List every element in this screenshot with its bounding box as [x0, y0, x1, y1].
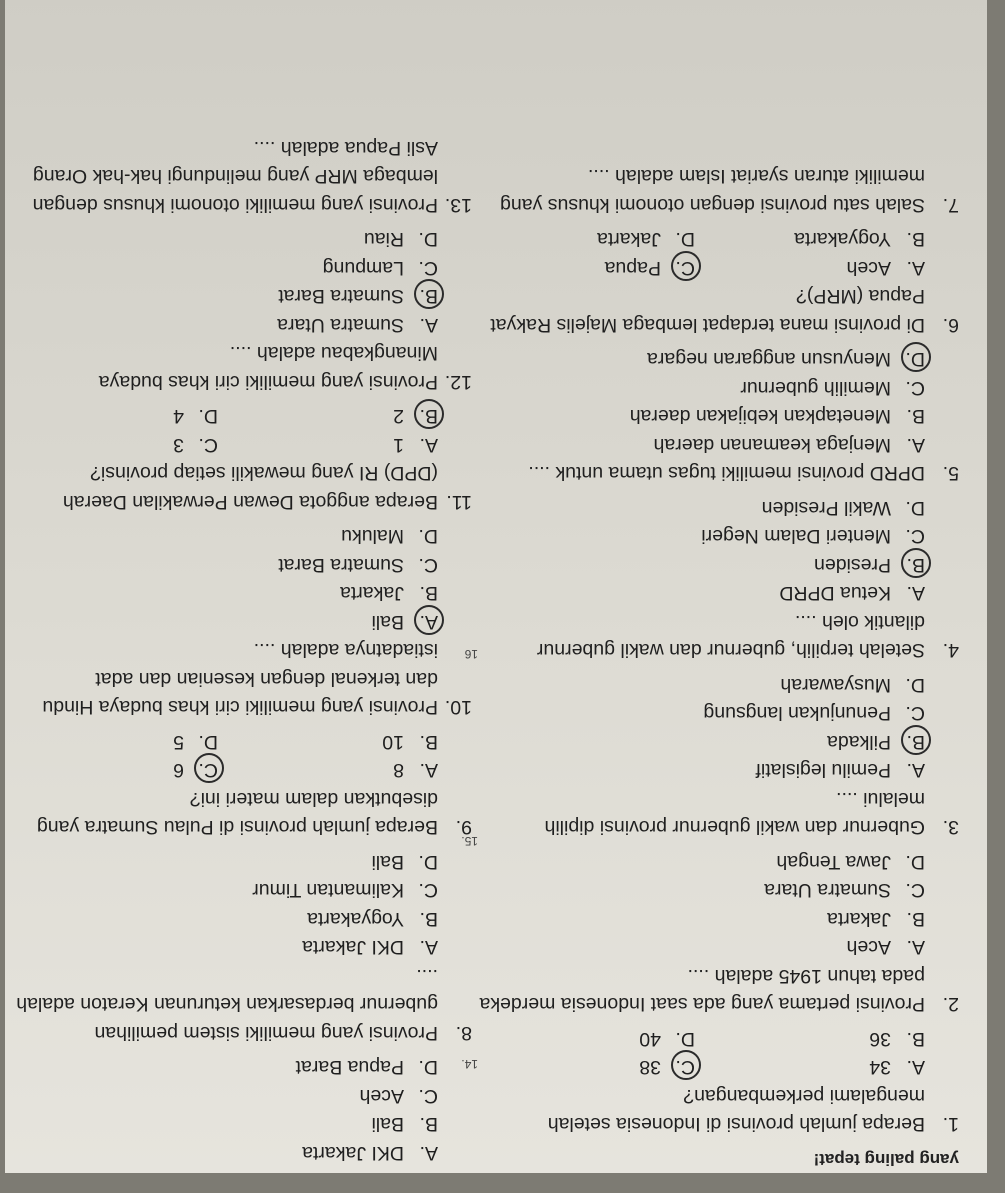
question-body [479, 1025, 925, 1139]
circled-answer-letter: D. [891, 345, 925, 374]
option-letter: B. [906, 228, 925, 251]
question-item [12, 522, 472, 722]
answer-option [479, 374, 925, 403]
option-text: Riau [363, 228, 404, 251]
answer-option [232, 402, 438, 431]
answer-option [479, 728, 925, 757]
option-letter: B. [419, 731, 438, 753]
question-body [12, 522, 438, 722]
question-body [479, 345, 925, 488]
question-text: Salah satu provinsi dengan otonomi khusus yang memiliki aturan syariat Islam adalah .... [500, 165, 925, 216]
answer-option [12, 1053, 438, 1082]
right-column [12, 134, 478, 1174]
option-letter: D. [198, 731, 218, 753]
question-number: 7. [942, 194, 959, 216]
answer-option [479, 254, 695, 283]
option-text: Bali [371, 611, 404, 633]
question-item [12, 225, 472, 396]
option-letter: A. [906, 936, 925, 959]
question-text: Berapa jumlah provinsi di Indonesia setelah mengalami perkembangan? [547, 1085, 925, 1136]
option-letter: B. [419, 1113, 438, 1136]
option-letter: A. [419, 434, 438, 456]
answer-option [479, 848, 925, 877]
option-letter: A. [906, 434, 925, 456]
option-letter: D. [905, 851, 925, 873]
question-number: 13. [444, 194, 472, 216]
answer-options [479, 345, 925, 459]
option-text: Musyawarah [780, 674, 891, 696]
circled-answer-letter: B. [891, 728, 925, 757]
option-letter: C. [905, 879, 925, 902]
answer-option [12, 282, 438, 311]
answer-option [479, 933, 925, 962]
question-item [479, 162, 959, 219]
question-item [12, 134, 472, 220]
option-text: DKI Jakarta [302, 1142, 404, 1164]
option-letter: C. [198, 434, 218, 456]
option-text: Aceh [846, 936, 891, 959]
option-text: Pilkada [827, 731, 891, 753]
answer-option [12, 1139, 438, 1168]
option-text: 2 [393, 405, 404, 428]
question-body [479, 671, 925, 842]
option-text: Menjaga keamanan daerah [653, 434, 891, 456]
option-letter: B. [906, 405, 925, 428]
answer-option [12, 225, 438, 254]
answer-option [479, 551, 925, 580]
answer-option [479, 522, 925, 551]
answer-option [479, 402, 925, 431]
option-text: DKI Jakarta [302, 936, 404, 959]
option-letter: D. [198, 405, 218, 428]
answer-option [479, 579, 925, 608]
answer-option [12, 311, 438, 340]
question-number: 6. [942, 314, 959, 336]
question-body [479, 162, 925, 219]
question-body [12, 848, 438, 1048]
question-item [479, 848, 959, 1019]
answer-option [12, 905, 438, 934]
option-text: Memilih gubernur [740, 377, 891, 399]
option-letter: D. [418, 1056, 438, 1079]
option-text: 40 [639, 1028, 661, 1050]
answer-option [709, 1025, 925, 1054]
answer-option [479, 671, 925, 700]
option-text: 6 [173, 759, 184, 782]
question-text: DPRD provinsi memiliki tugas utama untuk .... [528, 462, 925, 485]
answer-option [12, 728, 218, 757]
option-text: Menteri Dalam Negeri [701, 525, 891, 548]
question-text: Provinsi yang memiliki sistem pemilihan gubernur berdasarkan keturunan Keraton adalah .... [16, 965, 438, 1044]
option-text: 4 [173, 405, 184, 428]
option-letter: A. [906, 759, 925, 782]
option-text: 10 [382, 731, 404, 753]
worksheet-page [5, 0, 987, 1173]
answer-option [12, 933, 438, 962]
option-text: Sumatra Utara [764, 879, 891, 902]
answer-option [709, 225, 925, 254]
option-text: Lampung [322, 257, 404, 279]
circled-answer-letter: C. [661, 254, 695, 283]
option-letter: D. [675, 228, 695, 251]
option-letter: A. [906, 257, 925, 279]
margin-number: 15. [461, 834, 478, 848]
option-text: Penunjukan langsung [703, 702, 891, 725]
circled-answer-letter: A. [404, 608, 438, 637]
answer-option [12, 579, 438, 608]
answer-options [479, 671, 925, 785]
option-letter: B. [419, 908, 438, 930]
question-item [12, 728, 472, 842]
question-item [12, 1053, 472, 1167]
option-text: Menyusun anggaran negara [647, 348, 891, 371]
question-text: Provinsi pertama yang ada saat Indonesia merdeka pada tahun 1945 adalah .... [479, 965, 925, 1016]
question-body [479, 494, 925, 665]
option-text: 8 [393, 759, 404, 782]
option-text: Papua [604, 257, 661, 279]
option-letter: D. [418, 525, 438, 548]
circled-answer-letter: B. [404, 402, 438, 431]
answer-option [12, 431, 218, 460]
question-text: Provinsi yang memiliki otonomi khusus dengan lembaga MRP yang melindungi hak-hak Orang Asli Papua adalah .... [32, 137, 438, 216]
option-text: Wakil Presiden [761, 497, 891, 519]
answer-option [12, 1110, 438, 1139]
option-text: Maluku [341, 525, 404, 548]
question-item [479, 494, 959, 665]
circled-answer-letter: C. [184, 756, 218, 785]
answer-option [12, 522, 438, 551]
option-text: Sumatra Barat [278, 285, 404, 308]
option-text: Aceh [359, 1085, 404, 1107]
answer-options [479, 225, 925, 282]
option-text: Jakarta [827, 908, 891, 930]
option-text: Presiden [814, 554, 891, 576]
option-text: 5 [173, 731, 184, 753]
question-body [479, 225, 925, 339]
option-text: 34 [869, 1056, 891, 1079]
answer-option [709, 1053, 925, 1082]
question-item [12, 402, 472, 516]
answer-option [12, 756, 218, 785]
question-number: 4. [942, 639, 959, 662]
option-letter: C. [418, 554, 438, 576]
answer-option [232, 431, 438, 460]
option-text: Aceh [846, 257, 891, 279]
option-text: Pemilu legislatif [755, 759, 891, 782]
option-letter: D. [418, 228, 438, 251]
answer-option [479, 225, 695, 254]
answer-option [479, 431, 925, 460]
question-body [12, 134, 438, 220]
question-item [12, 848, 472, 1048]
option-letter: D. [675, 1028, 695, 1050]
question-text: Setelah terpilih, gubernur dan wakil gubernur dilantik oleh .... [536, 611, 925, 662]
option-letter: A. [419, 314, 438, 336]
question-item [479, 345, 959, 488]
answer-option [12, 608, 438, 637]
option-letter: A. [906, 1056, 925, 1079]
option-letter: C. [418, 1085, 438, 1107]
question-number: 12. [444, 371, 472, 393]
option-letter: B. [906, 1028, 925, 1050]
option-letter: A. [419, 1142, 438, 1164]
answer-option [479, 1025, 695, 1054]
answer-option [479, 699, 925, 728]
option-text: Kalimantan Timur [252, 879, 404, 902]
option-letter: A. [419, 759, 438, 782]
question-number: 9. [455, 816, 472, 839]
option-text: 3 [173, 434, 184, 456]
option-letter: B. [906, 908, 925, 930]
worksheet-header: yang paling tepat! [813, 1150, 959, 1169]
question-item [479, 225, 959, 339]
circled-answer-letter: B. [891, 551, 925, 580]
question-text: Gubernur dan wakil gubernur provinsi dipilih melalui .... [544, 788, 925, 839]
option-text: Bali [371, 851, 404, 873]
option-text: Menetapkan kebijakan daerah [629, 405, 891, 428]
question-text: Berapa jumlah provinsi di Pulau Sumatra yang disebutkan dalam materi ini? [36, 788, 438, 839]
answer-option [232, 756, 438, 785]
option-letter: D. [905, 674, 925, 696]
option-letter: C. [418, 257, 438, 279]
question-item [479, 671, 959, 842]
option-letter: D. [418, 851, 438, 873]
option-letter: C. [905, 525, 925, 548]
answer-option [479, 1053, 695, 1082]
answer-option [479, 876, 925, 905]
answer-options [12, 1053, 438, 1167]
option-text: Ketua DPRD [779, 582, 891, 605]
option-text: 36 [869, 1028, 891, 1050]
answer-option [12, 876, 438, 905]
answer-option [12, 402, 218, 431]
option-letter: D. [905, 497, 925, 519]
option-letter: C. [905, 377, 925, 399]
answer-options [12, 402, 438, 459]
answer-options [12, 522, 438, 636]
answer-option [709, 254, 925, 283]
option-letter: A. [419, 936, 438, 959]
question-text: Di provinsi mana terdapat lembaga Majelis Rakyat Papua (MRP)? [490, 285, 925, 336]
answer-option [232, 728, 438, 757]
answer-option [479, 905, 925, 934]
option-text: Yogyakarta [794, 228, 891, 251]
answer-options [12, 848, 438, 962]
option-text: Yogyakarta [307, 908, 404, 930]
question-text: Provinsi yang memiliki ciri khas budaya Hindu dan terkenal dengan kesenian dan adat istiadatnya adalah .... [42, 639, 438, 719]
option-text: Bali [371, 1113, 404, 1136]
option-text: 38 [639, 1056, 661, 1079]
question-number: 2. [942, 993, 959, 1016]
question-item [479, 1025, 959, 1139]
answer-options [479, 1025, 925, 1082]
option-text: Sumatra Barat [278, 554, 404, 576]
circled-answer-letter: C. [661, 1053, 695, 1082]
answer-option [12, 1082, 438, 1111]
question-text: Provinsi yang memiliki ciri khas budaya Minangkabau adalah .... [98, 342, 438, 393]
question-number: 10. [444, 696, 472, 719]
question-body [12, 728, 438, 842]
question-text: Berapa anggota Dewan Perwakilan Daerah (DPD) RI yang mewakili setiap provinsi? [62, 462, 438, 513]
question-number: 5. [942, 462, 959, 485]
answer-option [12, 254, 438, 283]
answer-options [12, 728, 438, 785]
question-number: 11. [446, 491, 472, 513]
option-text: Jakarta [597, 228, 661, 251]
margin-number: 14. [461, 1057, 478, 1071]
option-letter: C. [418, 879, 438, 902]
option-letter: B. [419, 582, 438, 605]
option-text: Papua Barat [295, 1056, 404, 1079]
answer-options [479, 848, 925, 962]
question-number: 1. [942, 1113, 959, 1136]
question-body [12, 225, 438, 396]
margin-number: 16 [464, 647, 478, 661]
answer-option [12, 551, 438, 580]
option-letter: A. [906, 582, 925, 605]
circled-answer-letter: B. [404, 282, 438, 311]
option-text: Jakarta [340, 582, 404, 605]
question-number: 8. [455, 1022, 472, 1044]
left-column [479, 162, 959, 1173]
option-text: Sumatra Utara [277, 314, 404, 336]
question-body [12, 402, 438, 516]
option-letter: C. [905, 702, 925, 725]
answer-options [479, 494, 925, 608]
answer-option [12, 848, 438, 877]
answer-options [12, 225, 438, 339]
answer-option [479, 756, 925, 785]
question-number: 3. [942, 816, 959, 839]
question-body [12, 1053, 438, 1167]
option-text: Jawa Tengah [776, 851, 891, 873]
answer-option [479, 345, 925, 374]
option-text: 1 [393, 434, 404, 456]
answer-option [479, 494, 925, 523]
question-body [479, 848, 925, 1019]
